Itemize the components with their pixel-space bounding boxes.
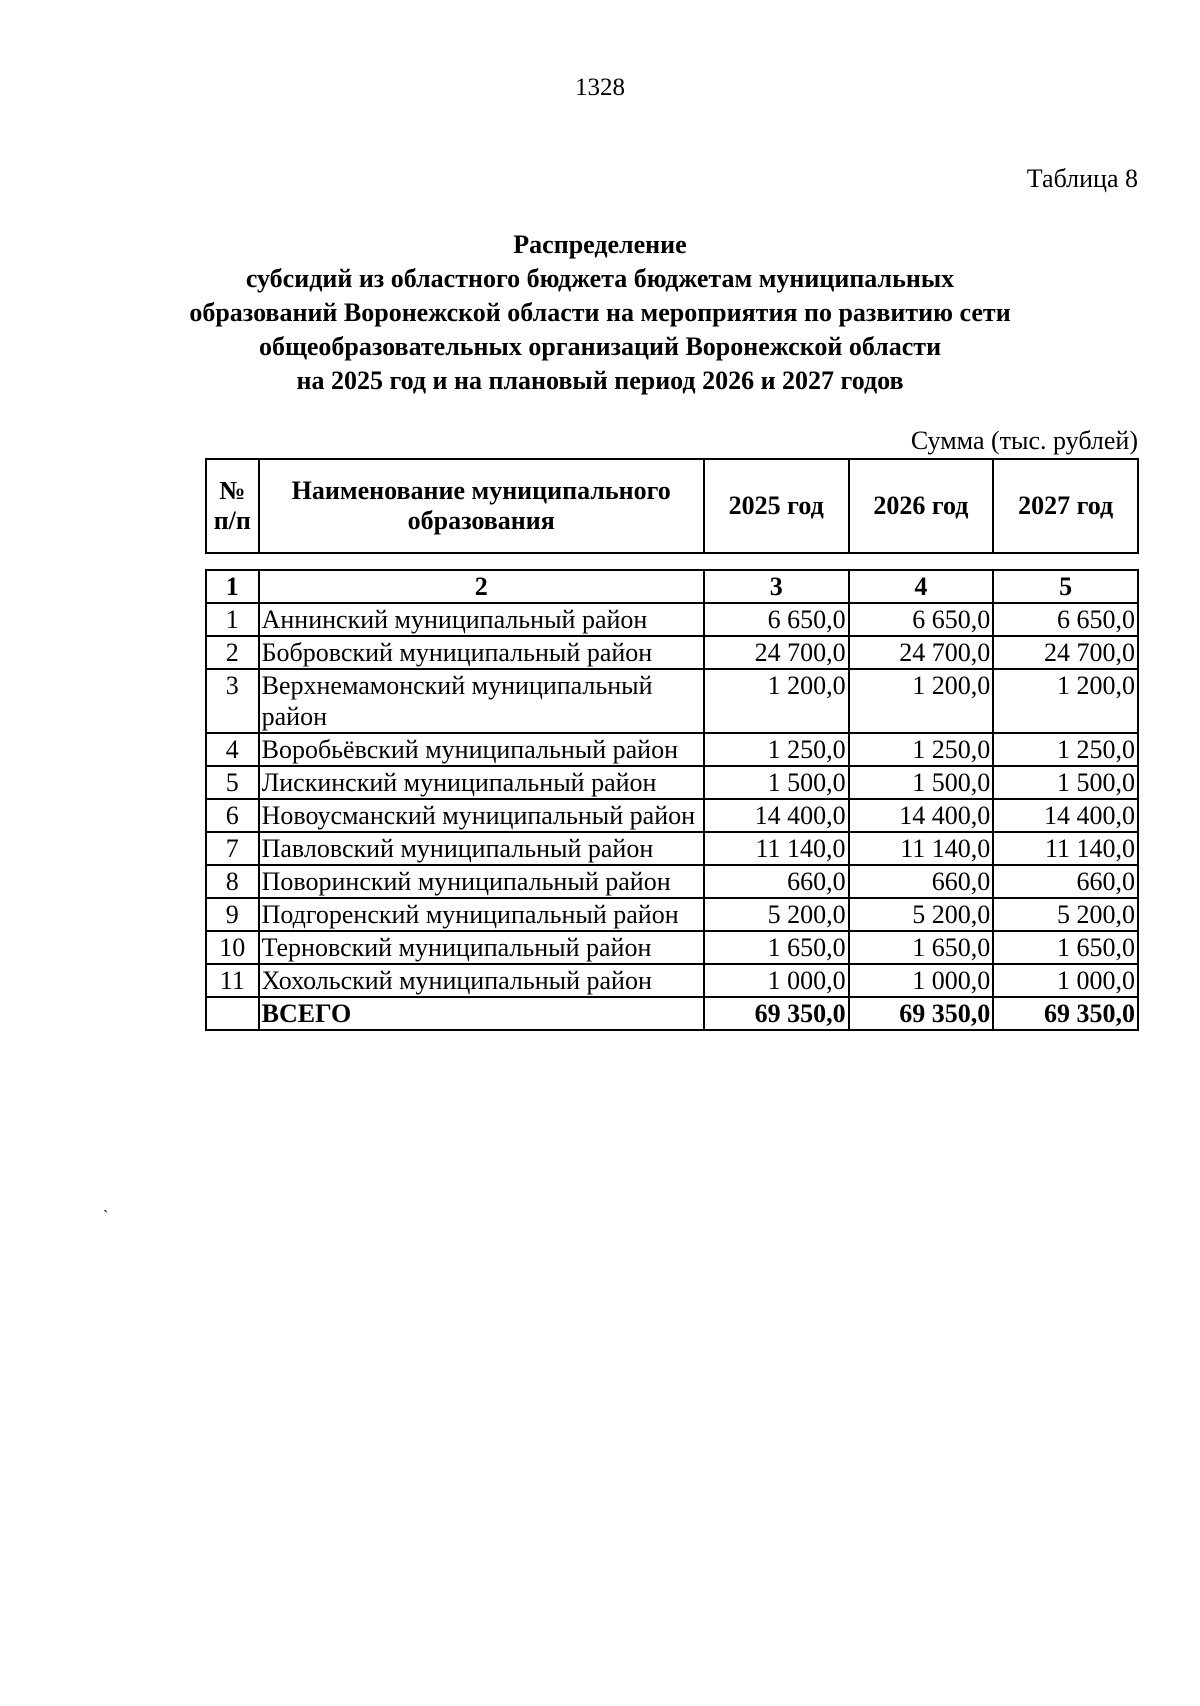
table-row [206,865,1138,898]
total-row [206,997,1138,1030]
cell-y2025: 1 200,0 [704,669,849,733]
stray-mark: ` [103,1208,109,1225]
total-empty-cell [206,997,259,1030]
cell-y2026: 24 700,0 [849,636,994,669]
total-label: ВСЕГО [259,997,704,1030]
units-note: Сумма (тыс. рублей) [910,426,1138,455]
cell-y2027: 660,0 [993,865,1138,898]
column-number: 5 [993,570,1138,603]
cell-y2027: 6 650,0 [993,603,1138,636]
cell-y2026: 6 650,0 [849,603,994,636]
cell-name: Лискинский муниципальный район [259,766,704,799]
cell-y2025: 660,0 [704,865,849,898]
header-2026: 2026 год [849,459,994,553]
cell-y2025: 5 200,0 [704,898,849,931]
table-header [205,458,1139,554]
total-y2027: 69 350,0 [993,997,1138,1030]
column-number: 4 [849,570,994,603]
cell-name: Новоусманский муниципальный район [259,799,704,832]
cell-y2027: 11 140,0 [993,832,1138,865]
data-table [205,569,1139,1031]
cell-y2026: 1 000,0 [849,964,994,997]
column-number: 2 [259,570,704,603]
cell-num: 8 [206,865,259,898]
cell-num: 5 [206,766,259,799]
cell-name: Павловский муниципальный район [259,832,704,865]
table-row [206,931,1138,964]
cell-name: Хохольский муниципальный район [259,964,704,997]
title-line: общеобразовательных организаций Воронежской области [258,332,942,361]
cell-num: 3 [206,669,259,733]
column-numbers-row [206,570,1138,603]
title-line: образований Воронежской области на мероприятия по развитию сети [189,298,1011,327]
cell-name: Аннинский муниципальный район [259,603,704,636]
table-row [206,964,1138,997]
cell-name: Бобровский муниципальный район [259,636,704,669]
total-y2026: 69 350,0 [849,997,994,1030]
cell-y2025: 1 250,0 [704,733,849,766]
header-name: Наименование муниципального образования [259,459,704,553]
column-number: 3 [704,570,849,603]
cell-num: 4 [206,733,259,766]
cell-y2027: 1 000,0 [993,964,1138,997]
table-row [206,636,1138,669]
cell-y2027: 5 200,0 [993,898,1138,931]
cell-y2026: 11 140,0 [849,832,994,865]
header-row [206,459,1138,553]
table-row [206,766,1138,799]
cell-y2026: 14 400,0 [849,799,994,832]
table-label: Таблица 8 [1026,164,1138,193]
cell-y2026: 5 200,0 [849,898,994,931]
cell-y2026: 1 200,0 [849,669,994,733]
cell-name: Подгоренский муниципальный район [259,898,704,931]
cell-y2026: 1 250,0 [849,733,994,766]
cell-num: 9 [206,898,259,931]
cell-name: Терновский муниципальный район [259,931,704,964]
table-row [206,898,1138,931]
cell-num: 11 [206,964,259,997]
cell-num: 6 [206,799,259,832]
title-line: на 2025 год и на плановый период 2026 и 2027 годов [296,366,904,395]
header-2025: 2025 год [704,459,849,553]
table-row [206,733,1138,766]
cell-num: 1 [206,603,259,636]
cell-name: Верхнемамонский муниципальный район [259,669,704,733]
cell-num: 10 [206,931,259,964]
header-2027: 2027 год [993,459,1138,553]
cell-name: Поворинский муниципальный район [259,865,704,898]
cell-y2027: 14 400,0 [993,799,1138,832]
cell-y2026: 660,0 [849,865,994,898]
column-number: 1 [206,570,259,603]
cell-name: Воробьёвский муниципальный район [259,733,704,766]
table-row [206,669,1138,733]
table-row [206,603,1138,636]
cell-y2026: 1 500,0 [849,766,994,799]
document-title [150,228,1050,398]
cell-y2027: 1 500,0 [993,766,1138,799]
cell-y2027: 1 200,0 [993,669,1138,733]
cell-y2026: 1 650,0 [849,931,994,964]
cell-num: 2 [206,636,259,669]
total-y2025: 69 350,0 [704,997,849,1030]
cell-y2025: 11 140,0 [704,832,849,865]
title-line: субсидий из областного бюджета бюджетам муниципальных [245,264,955,293]
page-number: 1328 [575,74,625,101]
cell-y2027: 1 250,0 [993,733,1138,766]
table-row [206,832,1138,865]
data-table-body [206,570,1138,1030]
cell-num: 7 [206,832,259,865]
cell-y2025: 14 400,0 [704,799,849,832]
title-line: Распределение [513,230,687,259]
cell-y2025: 24 700,0 [704,636,849,669]
cell-y2025: 1 500,0 [704,766,849,799]
cell-y2025: 1 000,0 [704,964,849,997]
cell-y2025: 1 650,0 [704,931,849,964]
cell-y2027: 24 700,0 [993,636,1138,669]
cell-y2025: 6 650,0 [704,603,849,636]
table-row [206,799,1138,832]
header-num: № п/п [206,459,259,553]
cell-y2027: 1 650,0 [993,931,1138,964]
